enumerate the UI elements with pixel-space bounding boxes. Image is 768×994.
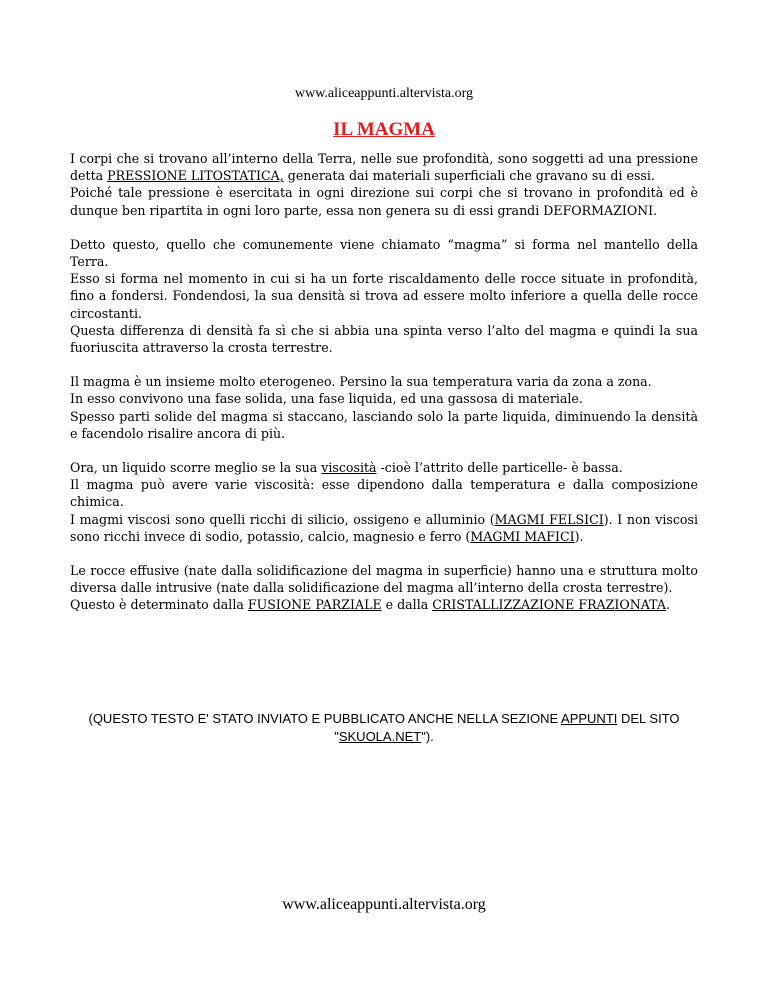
term-pressione-litostatica: PRESSIONE LITOSTATICA, bbox=[107, 168, 284, 184]
term-fusione-parziale: FUSIONE PARZIALE bbox=[247, 597, 382, 613]
skuola-net-link[interactable]: SKUOLA.NET bbox=[338, 729, 422, 744]
paragraph-magma-formation: Detto questo, quello che comunemente viene chiamato “magma” si forma nel mantello della Terra. Esso si forma nel momento in cui si ha un forte riscaldamento delle rocce situate in profondità, fino a fondersi. Fondendosi, la sua densità si trova ad essere molto inferiore a quella delle rocce circostanti. Questa differenza di densità fa sì che si abbia una spinta verso l’alto del magma e quindi la sua fuoriuscita attraverso la crosta terrestre. bbox=[70, 236, 698, 356]
paragraph-rocks: Le rocce effusive (nate dalla solidificazione del magma in superficie) hanno una e struttura molto diversa dalle intrusive (nate dalla solidificazione del magma all’interno della crosta terrestre). Questo è determinato dalla FUSIONE PARZIALE e dalla CRISTALLIZZAZIONE FRAZIONATA. bbox=[70, 563, 698, 613]
appunti-link[interactable]: APPUNTI bbox=[561, 711, 618, 726]
header-url: www.aliceappunti.altervista.org bbox=[294, 86, 474, 101]
term-viscosita: viscosità bbox=[321, 460, 377, 476]
term-magmi-felsici: MAGMI FELSICI bbox=[494, 511, 604, 527]
page-title: IL MAGMA bbox=[333, 119, 435, 140]
paragraph-viscosity: Ora, un liquido scorre meglio se la sua viscosità -cioè l’attrito delle particelle- è bassa. Il magma può avere varie viscosità: esse dipendono dalla temperatura e dalla composizione chimica. I magmi viscosi sono quelli ricchi di silicio, ossigeno e alluminio (MAGMI FELSICI). I non viscosi sono ricchi invece di sodio, potassio, calcio, magnesio e ferro (MAGMI MAFICI). bbox=[70, 460, 698, 544]
paragraph-pressure: I corpi che si trovano all’interno della Terra, nelle sue profondità, sono soggetti ad una pressione detta PRESSIONE LITOSTATICA, generata dai materiali superficiali che gravano su di essi. Poiché tale pressione è esercitata in ogni direzione sui corpi che si trovano in profondità ed è dunque ben ripartita in ogni loro parte, essa non genera su di essi grandi DEFORMAZIONI. bbox=[70, 151, 698, 218]
footer-url: www.aliceappunti.altervista.org bbox=[282, 896, 486, 913]
document-body bbox=[70, 150, 698, 631]
paragraph-heterogeneous: Il magma è un insieme molto eterogeneo. Persino la sua temperatura varia da zona a zona. In esso convivono una fase solida, una fase liquida, ed una gassosa di materiale. Spesso parti solide del magma si staccano, lasciando solo la parte liquida, diminuendo la densità e facendolo risalire ancora di più. bbox=[70, 374, 698, 441]
term-magmi-mafici: MAGMI MAFICI bbox=[470, 528, 575, 544]
publication-note: (QUESTO TESTO E' STATO INVIATO E PUBBLICATO ANCHE NELLA SEZIONE APPUNTI DEL SITO "SKUOLA.NET"). bbox=[88, 711, 680, 744]
term-cristallizzazione-frazionata: CRISTALLIZZAZIONE FRAZIONATA bbox=[432, 597, 666, 613]
